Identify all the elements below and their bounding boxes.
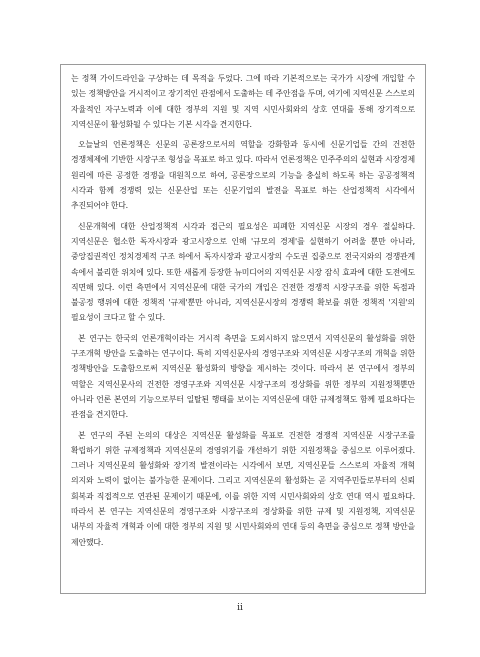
paragraph-4: 본 연구는 한국의 언론개혁이라는 거시적 측면을 도외시하지 않으면서 지역신문의 활성화를 위한 구조개혁 방안을 도출하는 연구이다. 특히 지역신문사의 경영구조와 지역신문 시장구조의 개혁을 위한 정책방안을 도출함으로써 지역신문 활성화의 방향을 제시하는 것이다. 따라서 본 연구에서 정부의 역할은 지역신문사의 건전한 경영구조와 지역신문 시장구조의 정상화를 위한 정부의 지원정책뿐만 아니라 언론 본연의 기능으로부터 일탈된 행태를 보이는 지역신문에 대한 규제정책도 함께 필요하다는 관점을 견지한다. <box>71 333 415 420</box>
paragraph-5: 본 연구의 주된 논의의 대상은 지역신문 활성화를 목표로 건전한 경쟁적 지역신문 시장구조를 확립하기 위한 규제정책과 지역신문의 경영위기를 개선하기 위한 지원정책을 중심으로 이루어졌다. 그러나 지역신문의 활성화와 장기적 발전이라는 시각에서 보면, 지역신문들 스스로의 자율적 개혁 의지와 노력이 없이는 불가능한 문제이다. 그리고 지역신문의 활성화는 곧 지역주민들로부터의 신뢰 회복과 직접적으로 연관된 문제이기 때문에, 이를 위한 지역 시민사회와의 상호 연대 역시 필요하다. 따라서 본 연구는 지역신문의 경영구조와 시장구조의 정상화를 위한 규제 및 지원정책, 지역신문 내부의 자율적 개혁과 이에 대한 정부의 지원 및 시민사회와의 연대 등의 측면을 중심으로 정책 방안을 제안했다. <box>71 430 415 547</box>
page-number: ii <box>237 603 243 613</box>
paragraph-1: 는 정책 가이드라인을 구상하는 데 목적을 두었다. 그에 따라 기본적으로는 국가가 시장에 개입할 수 있는 정책방안을 거시적이고 장기적인 관점에서 도출하는 데 주안점을 두며, 여기에 지역신문 스스로의 자율적인 자구노력과 이에 대한 정부의 지원 및 지역 시민사회와의 상호 연대를 통해 장기적으로 지역신문이 활성화될 수 있다는 기본 시각을 견지한다. <box>71 74 415 129</box>
text-frame <box>60 64 426 594</box>
paragraph-2: 오늘날의 언론정책은 신문의 공론장으로서의 역할을 강화함과 동시에 신문기업들 간의 건전한 경쟁체제에 기반한 시장구조 형성을 목표로 하고 있다. 따라서 언론정책은 민주주의의 실현과 시장경제 원리에 따른 공정한 경쟁을 대원칙으로 하여, 공론장으로의 기능을 충실히 하도록 하는 공공정책적 시각과 함께 경쟁력 있는 신문산업 또는 신문기업의 발전을 목표로 하는 산업정책적 시각에서 추진되어야 한다. <box>71 140 415 211</box>
paragraph-3: 신문개혁에 대한 산업정책적 시각과 접근의 필요성은 피폐한 지역신문 시장의 경우 절실하다. 지역신문은 협소한 독자시장과 광고시장으로 인해 '규모의 경제'를 실현하기 어려울 뿐만 아니라, 중앙집권적인 정치경제적 구조 하에서 독자시장과 광고시장의 수도권 집중으로 전국지와의 경쟁관계 속에서 불리한 위치에 있다. 또한 새롭게 등장한 뉴미디어의 지역신문 시장 잠식 효과에 대한 도전에도 직면해 있다. 이런 측면에서 지역신문에 대한 국가의 개입은 건전한 경쟁적 시장구조를 위한 독점과 불공정 행위에 대한 정책적 '규제'뿐만 아니라, 지역신문시장의 경쟁력 확보를 위한 정책적 '지원'의 필요성이 크다고 할 수 있다. <box>71 221 415 323</box>
